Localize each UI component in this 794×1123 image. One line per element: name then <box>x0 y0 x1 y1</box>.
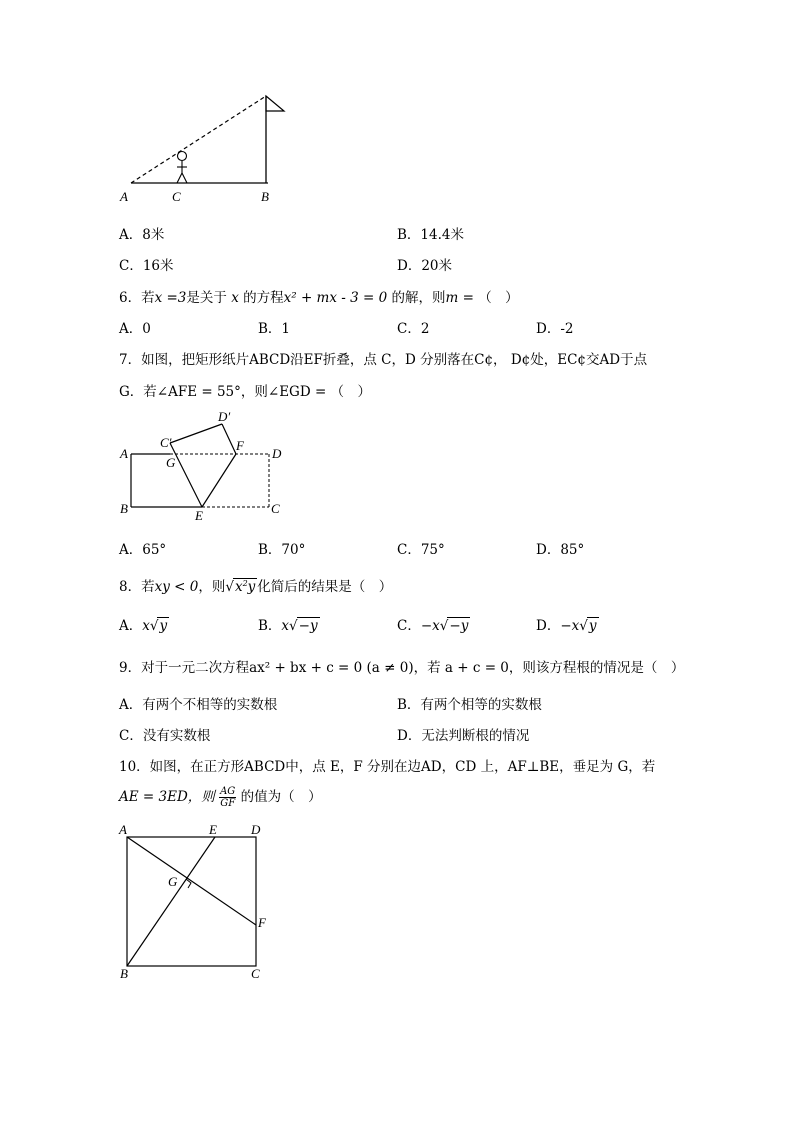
q5-option-d: D．20米 <box>397 258 453 274</box>
label-c-prime: C′ <box>160 435 172 450</box>
q10-line2-prefix: AE = 3ED，则 <box>119 789 215 805</box>
q8-stem-prefix: 8．若 <box>119 579 155 595</box>
label-d: D <box>251 822 261 837</box>
label-d: D <box>272 446 282 461</box>
q6-m-eq: m = <box>445 290 474 306</box>
label-a: A <box>120 446 128 461</box>
label-a: A <box>119 822 127 837</box>
q6-paren: （ ） <box>478 290 519 306</box>
q6-option-c: C．2 <box>397 321 430 337</box>
label-c: C <box>251 966 260 981</box>
q8-option-c-label: C． <box>397 618 421 634</box>
q6-option-a: A．0 <box>119 321 151 337</box>
q10-fraction <box>219 786 236 809</box>
q8-stem <box>119 575 392 595</box>
q6-equation: x² + mx - 3 = 0 <box>283 290 388 306</box>
q6-option-b: B．1 <box>258 321 291 337</box>
q8-option-a: A．x√y <box>119 618 168 634</box>
label-a: A <box>120 189 128 204</box>
q8-option-d: D．−x√y <box>536 618 597 634</box>
q7-option-b: B．70° <box>258 542 306 558</box>
label-e: E <box>195 508 203 523</box>
q6-stem-prefix: 6．若 <box>119 290 155 306</box>
q10-line2-suffix: 的值为（ ） <box>240 789 322 805</box>
q10-fraction-numerator: AG <box>220 786 236 797</box>
label-g: G <box>168 874 178 889</box>
q8-option-b: B．x√−y <box>258 618 318 634</box>
label-b: B <box>120 501 128 516</box>
q6-var-x: x <box>231 290 239 306</box>
q5-option-c: C．16米 <box>119 258 174 274</box>
q7-stem-line1: 7．如图，把矩形纸片ABCD沿EF折叠，点 C，D 分别落在C¢， D¢处，EC¢交AD于点 <box>119 352 648 368</box>
label-b: B <box>120 966 128 981</box>
q8-radical: $√x^2y$ <box>225 579 256 595</box>
q9-option-d: D．无法判断根的情况 <box>397 728 530 744</box>
q5-option-b: B．14.4米 <box>397 227 464 243</box>
q8-option-d-label: D． <box>536 618 561 634</box>
label-d-prime: D′ <box>218 409 231 424</box>
q8-stem-suffix: 化简后的结果是（ ） <box>257 579 393 595</box>
q6-stem <box>119 286 519 306</box>
q7-stem-line2: G．若∠AFE = 55°，则∠EGD = （ ） <box>119 384 372 400</box>
q9-option-a: A．有两个不相等的实数根 <box>119 697 278 713</box>
q6-option-d: D．-2 <box>536 321 574 337</box>
label-f: F <box>258 915 266 930</box>
q8-condition: xy < 0 <box>154 579 199 595</box>
q9-option-c: C．没有实数根 <box>119 728 211 744</box>
label-b: B <box>261 189 269 204</box>
label-f: F <box>236 438 244 453</box>
label-c: C <box>271 501 280 516</box>
q8-option-c: C．−x√−y <box>397 618 469 634</box>
figure-folded-rectangle <box>0 400 794 530</box>
q6-eq1: x =3 <box>154 290 187 306</box>
q5-option-a: A．8米 <box>119 227 165 243</box>
q8-option-a-label: A． <box>119 618 143 634</box>
figure-square <box>0 815 794 985</box>
q10-fraction-denominator: GF <box>220 798 236 809</box>
figure-flagpole <box>0 0 794 215</box>
label-c: C <box>172 189 181 204</box>
q10-stem-line2 <box>119 785 322 809</box>
label-e: E <box>209 822 217 837</box>
q8-option-b-label: B． <box>258 618 282 634</box>
q7-option-d: D．85° <box>536 542 585 558</box>
q6-stem-suffix: 的解，则 <box>391 290 446 306</box>
q7-option-a: A．65° <box>119 542 167 558</box>
q10-stem-line1: 10．如图，在正方形ABCD中，点 E，F 分别在边AD，CD 上，AF⊥BE，垂足为 G，若 <box>119 759 656 775</box>
q7-option-c: C．75° <box>397 542 445 558</box>
label-g: G <box>166 455 176 470</box>
q9-option-b: B．有两个相等的实数根 <box>397 697 542 713</box>
q6-stem-mid: 是关于 <box>186 290 227 306</box>
q6-stem-mid2: 的方程 <box>243 290 284 306</box>
q9-stem: 9．对于一元二次方程ax² + bx + c = 0 (a ≠ 0)，若 a + c = 0，则该方程根的情况是（ ） <box>119 660 685 676</box>
q8-stem-mid: ，则 <box>198 579 226 595</box>
